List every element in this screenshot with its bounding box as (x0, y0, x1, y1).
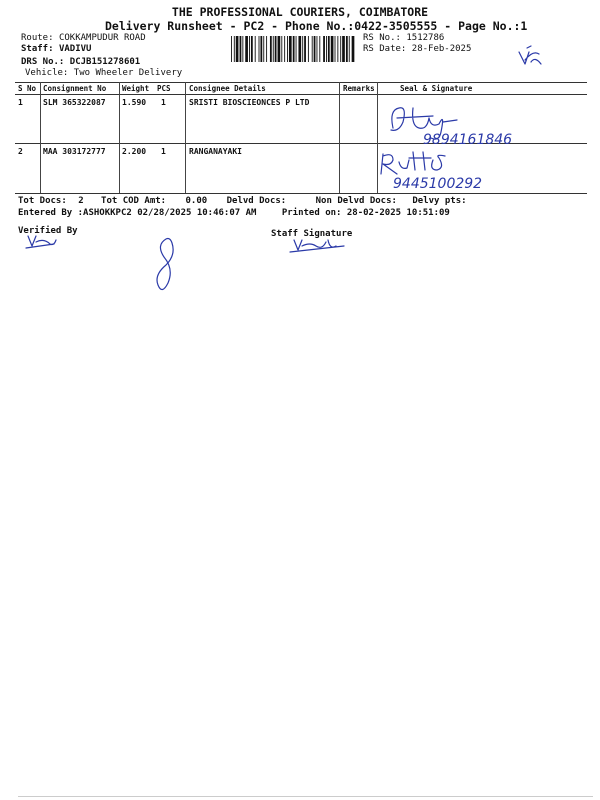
table-row-weight: 2.200 (122, 147, 147, 156)
staff-value: VADIVU (58, 44, 92, 54)
barcode (231, 36, 356, 62)
table-top-rule (15, 82, 587, 83)
delvy-pts-label: Delvy pts: (412, 196, 467, 206)
col-header-consignment: Consignment No (43, 84, 107, 93)
totals-line (18, 196, 467, 206)
col-header-pcs: PCS (157, 84, 171, 93)
route-value: COKKAMPUDUR ROAD (58, 33, 146, 43)
tot-cod-label: Tot COD Amt: (101, 196, 167, 206)
entered-line (18, 208, 450, 218)
table-row-pcs: 1 (161, 98, 166, 107)
runsheet-title: Delivery Runsheet - PC2 - Phone No.:0422-3505555 - Page No.:1 (105, 19, 528, 33)
col-header-weight: Weight (122, 84, 150, 93)
col-header-seal-signature: Seal & Signature (400, 84, 473, 93)
verified-by-label: Verified By (18, 226, 78, 236)
rs-date-label: RS Date: (363, 44, 407, 54)
vehicle-label: Vehicle: (25, 68, 69, 78)
table-row-consignee: RANGANAYAKI (189, 147, 242, 156)
rs-no-value: 1512786 (406, 33, 445, 43)
tot-cod-value: 0.00 (185, 196, 208, 206)
verifier-signature (24, 230, 58, 250)
col-header-sno: S No (18, 84, 37, 93)
table-row-sno: 2 (18, 147, 23, 156)
page-bottom-rule (18, 796, 593, 797)
tot-docs-label: Tot Docs: (18, 196, 67, 206)
table-row-consignment: MAA 303172777 (43, 147, 106, 156)
col-divider (119, 82, 120, 193)
rs-date-value: 28-Feb-2025 (411, 44, 472, 54)
staff-signature (288, 232, 348, 256)
col-divider (40, 82, 41, 193)
company-title: THE PROFESSIONAL COURIERS, COIMBATORE (171, 5, 429, 19)
drs-value: DCJB151278601 (69, 57, 141, 67)
table-row-pcs: 1 (161, 147, 166, 156)
vehicle-value: Two Wheeler Delivery (73, 68, 183, 78)
printed-value: 28-02-2025 10:51:09 (346, 208, 450, 218)
table-row-consignee: SRISTI BIOSCIEONCES P LTD (189, 98, 310, 107)
table-row-weight: 1.590 (122, 98, 147, 107)
col-header-remarks: Remarks (343, 84, 375, 93)
col-divider (185, 82, 186, 193)
receiver-signature-2 (375, 146, 535, 194)
table-row-consignment: SLM 365322087 (43, 98, 106, 107)
printed-label: Printed on: (281, 208, 342, 218)
drs-label: DRS No.: (21, 57, 65, 67)
rs-date-line (363, 44, 471, 54)
corner-initial-mark (515, 44, 543, 72)
non-delvd-docs-label: Non Delvd Docs: (315, 196, 397, 206)
table-row-sno: 1 (18, 98, 23, 107)
entered-label: Entered By : (18, 208, 84, 218)
handwritten-mark (150, 235, 180, 297)
route-line (21, 33, 146, 43)
rs-no-line (363, 33, 444, 43)
entered-value: ASHOKKPC2 02/28/2025 10:46:07 AM (83, 208, 257, 218)
drs-line (21, 57, 140, 67)
staff-label: Staff: (21, 44, 54, 54)
staff-signature-label: Staff Signature (271, 229, 353, 239)
receiver-signature-1 (383, 98, 533, 146)
handwritten-phone-1: 9894161846 (423, 132, 513, 146)
col-header-consignee: Consignee Details (189, 84, 266, 93)
handwritten-phone-2: 9445100292 (393, 176, 483, 192)
route-label: Route: (21, 33, 54, 43)
table-header-rule (15, 94, 587, 95)
staff-line (21, 44, 91, 54)
col-divider (339, 82, 340, 193)
vehicle-line (25, 68, 182, 78)
delvd-docs-label: Delvd Docs: (226, 196, 287, 206)
tot-docs-value: 2 (78, 196, 84, 206)
rs-no-label: RS No.: (363, 33, 401, 43)
